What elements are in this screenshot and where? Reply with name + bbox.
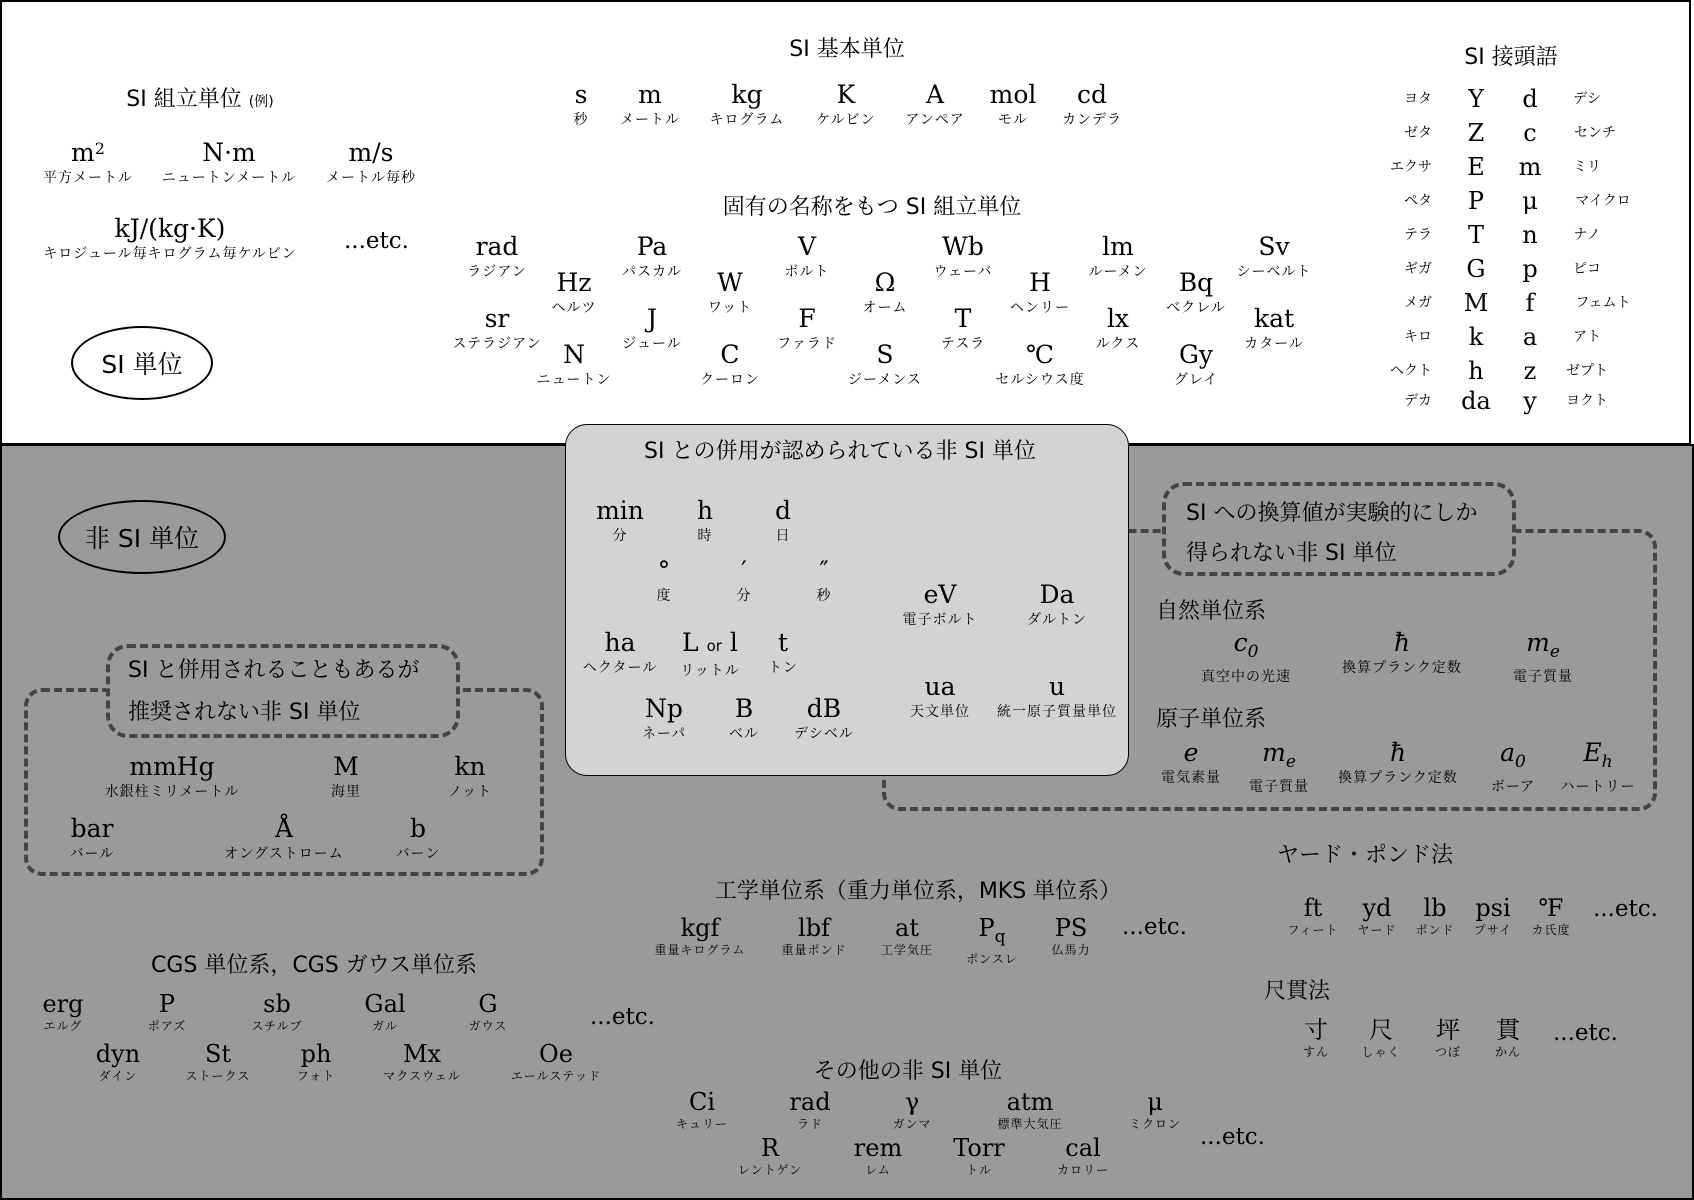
unit-knot: kn ノット xyxy=(447,752,493,800)
prefix-name: エクサ xyxy=(1390,159,1432,175)
prefix-name: ゼプト xyxy=(1566,363,1608,379)
unit-K: K ケルビン xyxy=(816,80,876,128)
unit-gauss: G ガウス xyxy=(468,990,508,1033)
shakkan-title: 尺貫法 xyxy=(1264,979,1331,1004)
unit-m: m メートル xyxy=(620,80,680,128)
prefix-name: メガ xyxy=(1404,295,1432,311)
unit-S: S ジーメンス xyxy=(848,340,922,388)
unit-erg: erg エルグ xyxy=(42,990,84,1033)
unit-rem: rem レム xyxy=(853,1134,903,1177)
unit-reduced-planck: ħ 換算プランク定数 xyxy=(1342,628,1462,676)
prefix-symbol: M xyxy=(1463,289,1489,317)
prefix-symbol: a xyxy=(1522,323,1538,351)
unit-rad: rad ラジアン xyxy=(467,232,527,280)
prefix-symbol: Y xyxy=(1468,85,1484,113)
unit-kat: kat カタール xyxy=(1244,304,1304,352)
unit-metre-per-second: m/s メートル毎秒 xyxy=(326,138,416,186)
prefix-symbol: μ xyxy=(1522,187,1538,215)
discouraged-units-title: SI と併用されることもあるが 推奨されない非 SI 単位 xyxy=(128,658,420,725)
unit-bohr: $a_0$ ボーア xyxy=(1490,738,1536,795)
base-units-title: SI 基本単位 xyxy=(789,37,905,62)
prefix-name: ギガ xyxy=(1404,261,1432,277)
unit-shaku: 尺 しゃく xyxy=(1361,1016,1401,1059)
unit-stokes: St ストークス xyxy=(185,1040,251,1083)
unit-dyn: dyn ダイン xyxy=(95,1040,141,1083)
prefix-name: デカ xyxy=(1404,393,1432,409)
unit-mmHg: mmHg 水銀柱ミリメートル xyxy=(104,752,240,800)
yard-pound-title: ヤード・ポンド法 xyxy=(1276,843,1454,868)
unit-nautical-mile: M 海里 xyxy=(331,752,361,800)
si-units-label: SI 単位 xyxy=(71,326,213,400)
unit-Hz: Hz ヘルツ xyxy=(551,268,597,316)
prefix-symbol: y xyxy=(1523,387,1537,415)
unit-at: at 工学気圧 xyxy=(880,914,934,957)
unit-curie: Ci キュリー xyxy=(675,1088,729,1131)
prefix-symbol: d xyxy=(1522,85,1538,113)
engineering-units-etc: ...etc. xyxy=(1122,914,1187,940)
unit-bel: B ベル xyxy=(729,694,759,742)
prefix-name: ペタ xyxy=(1404,193,1432,209)
prefix-name: ゼタ xyxy=(1404,125,1432,141)
derived-units-etc: ...etc. xyxy=(344,228,409,254)
unit-maxwell: Mx マクスウェル xyxy=(383,1040,461,1083)
unit-kgf: kgf 重量キログラム xyxy=(654,914,746,957)
unit-day: d 日 xyxy=(774,496,792,544)
unit-degree: ° 度 xyxy=(656,556,672,604)
prefix-symbol: da xyxy=(1461,387,1491,415)
unit-kj-per-kg-k: kJ/(kg·K) キロジュール毎キログラム毎ケルビン xyxy=(43,214,297,262)
unit-atm: atm 標準大気圧 xyxy=(997,1088,1063,1131)
prefix-symbol: h xyxy=(1468,357,1484,385)
unit-T: T テスラ xyxy=(940,304,986,352)
unit-V: V ボルト xyxy=(784,232,830,280)
natural-units-title: 自然単位系 xyxy=(1156,599,1267,624)
derived-units-title: SI 組立単位 (例) xyxy=(126,87,274,112)
prefix-name: デシ xyxy=(1573,91,1601,107)
prefix-symbol: m xyxy=(1518,153,1542,181)
unit-hectare: ha ヘクタール xyxy=(582,628,658,676)
unit-lm: lm ルーメン xyxy=(1088,232,1148,280)
prefix-symbol: E xyxy=(1467,153,1485,181)
unit-celsius: ℃ セルシウス度 xyxy=(995,340,1085,388)
unit-ft: ft フィート xyxy=(1287,894,1339,937)
unit-F: F ファラド xyxy=(777,304,837,352)
unit-atomic-reduced-planck: ħ 換算プランク定数 xyxy=(1338,738,1458,786)
unit-kan: 貫 かん xyxy=(1494,1016,1522,1059)
unit-elementary-charge: e 電気素量 xyxy=(1161,738,1221,786)
unit-J: J ジュール xyxy=(622,304,682,352)
unit-speed-of-light: $c_0$ 真空中の光速 xyxy=(1201,628,1291,685)
unit-calorie: cal カロリー xyxy=(1056,1134,1110,1177)
prefix-name: センチ xyxy=(1574,125,1616,141)
unit-PS: PS 仏馬力 xyxy=(1051,914,1091,957)
prefix-name: ヨタ xyxy=(1404,91,1432,107)
prefix-symbol: Z xyxy=(1467,119,1485,147)
unit-neper: Np ネーパ xyxy=(641,694,687,742)
prefix-name: ミリ xyxy=(1573,159,1601,175)
other-units-title: その他の非 SI 単位 xyxy=(813,1059,1003,1084)
named-derived-units-title: 固有の名称をもつ SI 組立単位 xyxy=(722,195,1022,220)
unit-micron: μ ミクロン xyxy=(1128,1088,1182,1131)
unit-min: min 分 xyxy=(596,496,644,544)
unit-angstrom: Å オングストローム xyxy=(224,814,344,862)
unit-eV: eV 電子ボルト xyxy=(902,580,978,628)
unit-H: H ヘンリー xyxy=(1010,268,1070,316)
unit-A: A アンペア xyxy=(905,80,965,128)
prefix-symbol: G xyxy=(1466,255,1486,283)
other-units-etc: ...etc. xyxy=(1200,1124,1265,1150)
atomic-units-title: 原子単位系 xyxy=(1156,707,1267,732)
prefix-symbol: T xyxy=(1467,221,1485,249)
unit-kg: kg キログラム xyxy=(709,80,785,128)
unit-ua: ua 天文単位 xyxy=(910,672,970,720)
prefix-name: ピコ xyxy=(1573,261,1601,277)
unit-oersted: Oe エールステッド xyxy=(510,1040,602,1083)
prefix-symbol: z xyxy=(1523,357,1537,385)
prefix-symbol: f xyxy=(1525,289,1535,317)
unit-cd: cd カンデラ xyxy=(1062,80,1122,128)
unit-bar: bar バール xyxy=(69,814,115,862)
cgs-units-title: CGS 単位系，CGS ガウス単位系 xyxy=(150,953,478,978)
unit-tonne: t トン xyxy=(768,628,798,676)
unit-stilb: sb スチルブ xyxy=(251,990,303,1033)
yard-pound-etc: ...etc. xyxy=(1593,896,1658,922)
shakkan-etc: ...etc. xyxy=(1553,1020,1618,1046)
unit-Wb: Wb ウェーバ xyxy=(933,232,993,280)
unit-atomic-electron-mass: $m_e$ 電子質量 xyxy=(1249,738,1309,795)
unit-gal: Gal ガル xyxy=(364,990,406,1033)
prefix-name: アト xyxy=(1573,329,1601,345)
unit-W: W ワット xyxy=(707,268,753,316)
prefix-name: キロ xyxy=(1404,329,1432,345)
unit-electron-mass: $m_e$ 電子質量 xyxy=(1513,628,1573,685)
unit-Da: Da ダルトン xyxy=(1027,580,1087,628)
prefix-symbol: c xyxy=(1523,119,1537,147)
unit-lbf: lbf 重量ポンド xyxy=(781,914,847,957)
unit-Gy: Gy グレイ xyxy=(1173,340,1219,388)
unit-Bq: Bq ベクレル xyxy=(1166,268,1226,316)
prefix-name: ヘクト xyxy=(1390,363,1432,379)
unit-torr: Torr トル xyxy=(953,1134,1005,1177)
unit-litre: L or l リットル xyxy=(680,628,740,679)
prefix-name: フェムト xyxy=(1575,295,1631,311)
unit-N: N ニュートン xyxy=(536,340,612,388)
prefix-symbol: k xyxy=(1468,323,1484,351)
unit-phot: ph フォト xyxy=(296,1040,336,1083)
unit-C: C クーロン xyxy=(700,340,760,388)
prefixes-title: SI 接頭語 xyxy=(1464,45,1558,70)
unit-hour: h 時 xyxy=(696,496,714,544)
prefix-symbol: P xyxy=(1467,187,1485,215)
experimental-units-title: SI への換算値が実験的にしか 得られない非 SI 単位 xyxy=(1186,501,1478,566)
unit-fahrenheit: ℉ カ氏度 xyxy=(1531,894,1571,937)
unit-rad-dose: rad ラド xyxy=(789,1088,831,1131)
unit-Sv: Sv シーベルト xyxy=(1236,232,1312,280)
unit-barn: b バーン xyxy=(395,814,441,862)
unit-arcsecond: ″ 秒 xyxy=(816,556,832,604)
prefix-name: ナノ xyxy=(1573,227,1601,243)
prefix-symbol: p xyxy=(1522,255,1538,283)
unit-lb: lb ポンド xyxy=(1415,894,1455,937)
unit-poise: P ポアズ xyxy=(147,990,187,1033)
prefix-symbol: n xyxy=(1522,221,1538,249)
unit-s: s 秒 xyxy=(573,80,589,128)
unit-newton-metre: N·m ニュートンメートル xyxy=(161,138,297,186)
unit-square-metre: $m^2$ 平方メートル xyxy=(43,138,133,186)
unit-tsubo: 坪 つぼ xyxy=(1434,1016,1462,1059)
unit-psi: psi プサイ xyxy=(1473,894,1513,937)
cgs-units-etc: ...etc. xyxy=(590,1004,655,1030)
accepted-units-title: SI との併用が認められている非 SI 単位 xyxy=(644,439,1036,464)
unit-gamma: γ ガンマ xyxy=(892,1088,932,1131)
unit-roentgen: R レントゲン xyxy=(737,1134,803,1177)
unit-hartree: $E_h$ ハートリー xyxy=(1560,738,1636,795)
unit-mol: mol モル xyxy=(989,80,1037,128)
unit-decibel: dB デシベル xyxy=(794,694,854,742)
prefix-name: マイクロ xyxy=(1575,193,1631,209)
engineering-units-title: 工学単位系（重力単位系，MKS 単位系） xyxy=(714,879,1122,904)
unit-sr: sr ステラジアン xyxy=(452,304,542,352)
unit-arcminute: ′ 分 xyxy=(736,556,752,604)
unit-poncelet: $P_q$ ポンスレ xyxy=(966,914,1018,966)
prefix-name: テラ xyxy=(1404,227,1432,243)
unit-sun: 寸 すん xyxy=(1302,1016,1330,1059)
unit-ohm: Ω オーム xyxy=(862,268,908,316)
non-si-units-label: 非 SI 単位 xyxy=(58,500,226,574)
unit-yd: yd ヤード xyxy=(1357,894,1397,937)
unit-lx: lx ルクス xyxy=(1095,304,1141,352)
unit-Pa: Pa パスカル xyxy=(622,232,682,280)
unit-u: u 統一原子質量単位 xyxy=(997,672,1117,720)
prefix-name: ヨクト xyxy=(1566,393,1608,409)
